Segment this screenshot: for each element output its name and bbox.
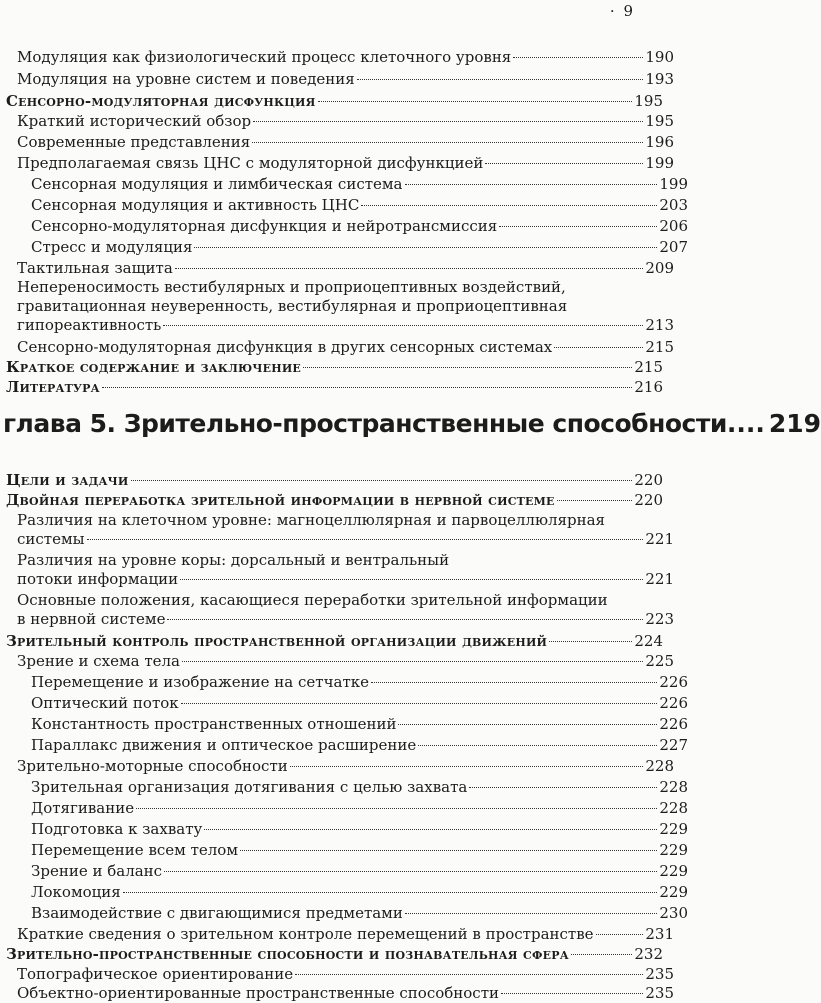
toc-entry-row xyxy=(31,175,688,194)
dot-leader xyxy=(204,829,657,830)
toc-entry-row xyxy=(17,316,674,335)
toc-entry-title: Подготовка к захвату xyxy=(31,820,203,838)
toc-entry-page: 225 xyxy=(645,652,674,670)
toc-entry-page: 199 xyxy=(659,175,688,193)
toc-entry xyxy=(0,925,674,944)
dot-leader xyxy=(303,367,632,368)
toc-entry-title: Топографическое ориентирование xyxy=(17,965,294,983)
toc-section xyxy=(0,471,663,490)
toc-entry-row xyxy=(6,378,663,397)
toc-entry xyxy=(0,736,688,755)
toc-entry xyxy=(0,591,674,629)
toc-entry-page: 228 xyxy=(645,757,674,775)
toc-entry-title: Литература xyxy=(6,378,100,396)
dot-leader xyxy=(180,579,643,580)
toc-entry-page: 230 xyxy=(659,904,688,922)
toc-entry-row xyxy=(6,358,663,377)
toc-entry-row xyxy=(17,338,674,357)
toc-entry-page: 216 xyxy=(634,378,663,396)
chapter-heading xyxy=(3,408,821,440)
toc-entry-page: 224 xyxy=(634,632,663,650)
toc-entry-title: Зрительно-моторные способности xyxy=(17,757,288,775)
toc-entry-row xyxy=(31,217,688,236)
toc-section xyxy=(0,632,663,651)
toc-entry-page: 215 xyxy=(645,338,674,356)
toc-entry-page: 195 xyxy=(645,112,674,130)
chapter-dots: .... xyxy=(726,409,765,438)
toc-entry-page: 227 xyxy=(659,736,688,754)
toc-entry-title: Модуляция на уровне систем и поведения xyxy=(17,70,355,88)
dot-leader xyxy=(501,993,643,994)
toc-entry-page: 221 xyxy=(645,530,674,548)
toc-entry xyxy=(0,799,688,818)
toc-entry-page: 228 xyxy=(659,778,688,796)
dot-leader xyxy=(485,163,643,164)
toc-entry-row xyxy=(31,799,688,818)
toc-entry-title: Перемещение и изображение на сетчатке xyxy=(31,673,370,691)
toc-section xyxy=(0,92,663,111)
toc-entry-text-line: Непереносимость вестибулярных и проприоцептивных воздействий, xyxy=(17,278,566,296)
toc-entry-text-line: гравитационная неуверенность, вестибулярная и проприоцептивная xyxy=(17,297,568,315)
dot-leader xyxy=(123,892,658,893)
toc-entry-row xyxy=(31,883,688,902)
toc-entry-title: Двойная переработка зрительной информации в нервной системе xyxy=(6,491,555,509)
toc-entry xyxy=(0,715,688,734)
toc-entry-title: Сенсорно-модуляторная дисфункция в других сенсорных системах xyxy=(17,338,553,356)
toc-entry-title: Локомоция xyxy=(31,883,121,901)
toc-entry-row xyxy=(31,841,688,860)
dot-leader xyxy=(175,268,644,269)
dot-leader xyxy=(557,500,633,501)
toc-entry-title: Оптический поток xyxy=(31,694,179,712)
dot-leader xyxy=(549,641,632,642)
dot-leader xyxy=(357,79,644,80)
toc-entry xyxy=(0,862,688,881)
dot-leader xyxy=(361,205,657,206)
toc-entry-page: 229 xyxy=(659,820,688,838)
dot-leader xyxy=(194,247,657,248)
toc-entry-title: Стресс и модуляция xyxy=(31,238,193,256)
toc-entry xyxy=(0,904,688,923)
toc-entry xyxy=(0,259,674,278)
toc-entry xyxy=(0,196,688,215)
dot-leader xyxy=(554,347,643,348)
toc-entry-title: Взаимодействие с двигающимися предметами xyxy=(31,904,403,922)
toc-entry-page: 226 xyxy=(659,694,688,712)
toc-entry-row xyxy=(17,530,674,549)
toc-entry-row xyxy=(17,610,674,629)
dot-leader xyxy=(371,682,657,683)
toc-entry-row xyxy=(17,133,674,152)
dot-leader xyxy=(290,766,644,767)
toc-entry-row xyxy=(31,694,688,713)
page-number: · 9 xyxy=(609,2,635,20)
dot-leader xyxy=(469,787,657,788)
toc-entry-row xyxy=(31,673,688,692)
dot-leader xyxy=(164,871,657,872)
dot-leader xyxy=(513,57,643,58)
toc-entry-page: 229 xyxy=(659,883,688,901)
toc-entry-title: Константность пространственных отношений xyxy=(31,715,397,733)
toc-section xyxy=(0,378,663,397)
toc-entry xyxy=(0,70,674,89)
toc-entry xyxy=(0,757,674,776)
toc-entry xyxy=(0,841,688,860)
dot-leader xyxy=(405,913,658,914)
toc-entry-row xyxy=(31,904,688,923)
dot-leader xyxy=(499,226,657,227)
toc-entry-title: Параллакс движения и оптическое расширение xyxy=(31,736,417,754)
toc-entry-title: Краткий исторический обзор xyxy=(17,112,252,130)
toc-entry-row xyxy=(17,70,674,89)
toc-entry-row xyxy=(17,154,674,173)
dot-leader xyxy=(295,974,643,975)
toc-entry xyxy=(0,48,674,67)
toc-entry-row xyxy=(31,238,688,257)
toc-entry-page: 199 xyxy=(645,154,674,172)
toc-entry-row xyxy=(17,112,674,131)
toc-entry-row xyxy=(31,820,688,839)
toc-entry xyxy=(0,217,688,236)
toc-entry-page: 228 xyxy=(659,799,688,817)
toc-entry-page: 232 xyxy=(634,945,663,963)
toc-entry xyxy=(0,278,674,335)
toc-entry-row xyxy=(17,570,674,589)
toc-entry-title: Зрение и схема тела xyxy=(17,652,180,670)
toc-section xyxy=(0,945,663,964)
toc-entry xyxy=(0,511,674,549)
toc-entry-text-line: Основные положения, касающиеся переработки зрительной информации xyxy=(17,591,608,609)
toc-entry-title: Объектно-ориентированные пространственные способности xyxy=(17,984,500,1002)
toc-entry-page: 206 xyxy=(659,217,688,235)
toc-entry-page: 226 xyxy=(659,715,688,733)
dot-leader xyxy=(136,808,657,809)
dot-leader xyxy=(571,954,632,955)
toc-entry-row xyxy=(31,715,688,734)
toc-entry-page: 195 xyxy=(634,92,663,110)
dot-leader xyxy=(253,121,643,122)
toc-entry xyxy=(0,238,688,257)
toc-entry-title: Модуляция как физиологический процесс клеточного уровня xyxy=(17,48,512,66)
dot-leader xyxy=(596,934,644,935)
toc-entry xyxy=(0,175,688,194)
toc-entry-title: Дотягивание xyxy=(31,799,135,817)
dot-leader xyxy=(167,619,643,620)
toc-entry-row xyxy=(31,778,688,797)
toc-entry-row xyxy=(17,259,674,278)
toc-entry xyxy=(0,338,674,357)
toc-entry xyxy=(0,820,688,839)
toc-entry-title: Сенсорная модуляция и лимбическая система xyxy=(31,175,403,193)
dot-leader xyxy=(405,184,658,185)
toc-entry-page: 207 xyxy=(659,238,688,256)
dot-leader xyxy=(131,480,633,481)
toc-entry-row xyxy=(6,471,663,490)
toc-entry-title: Тактильная защита xyxy=(17,259,173,277)
toc-entry-page: 196 xyxy=(645,133,674,151)
toc-entry xyxy=(0,112,674,131)
toc-entry-row xyxy=(6,92,663,111)
dot-leader xyxy=(240,850,657,851)
toc-entry-title: гипореактивность xyxy=(17,316,162,334)
toc-entry-page: 215 xyxy=(634,358,663,376)
toc-entry-page: 203 xyxy=(659,196,688,214)
toc-entry xyxy=(0,133,674,152)
toc-entry-row xyxy=(17,48,674,67)
chapter-page: 219 xyxy=(768,409,821,438)
toc-entry-title: Современные представления xyxy=(17,133,251,151)
toc-entry-title: Сенсорная модуляция и активность ЦНС xyxy=(31,196,360,214)
toc-entry-row xyxy=(6,632,663,651)
toc-entry xyxy=(0,984,674,1003)
toc-section xyxy=(0,358,663,377)
toc-entry-page: 213 xyxy=(645,316,674,334)
toc-entry xyxy=(0,154,674,173)
toc-entry-title: Цели и задачи xyxy=(6,471,129,489)
toc-entry xyxy=(0,551,674,589)
toc-entry xyxy=(0,778,688,797)
toc-entry-page: 226 xyxy=(659,673,688,691)
dot-leader xyxy=(318,101,633,102)
toc-entry-row xyxy=(17,984,674,1003)
toc-entry-row xyxy=(31,736,688,755)
toc-section xyxy=(0,491,663,510)
toc-entry xyxy=(0,965,674,984)
dot-leader xyxy=(252,142,643,143)
toc-entry-title: Краткое содержание и заключение xyxy=(6,358,302,376)
toc-entry-page: 229 xyxy=(659,841,688,859)
toc-entry xyxy=(0,883,688,902)
toc-entry-page: 209 xyxy=(645,259,674,277)
toc-entry-text-line: Различия на клеточном уровне: магноцеллюлярная и парвоцеллюлярная xyxy=(17,511,606,529)
toc-entry-page: 235 xyxy=(645,965,674,983)
dot-leader xyxy=(398,724,657,725)
toc-entry-row xyxy=(6,945,663,964)
dot-leader xyxy=(181,703,658,704)
dot-leader xyxy=(87,539,644,540)
toc-entry-row xyxy=(31,862,688,881)
toc-entry xyxy=(0,652,674,671)
dot-leader xyxy=(102,387,633,388)
toc-entry-page: 190 xyxy=(645,48,674,66)
toc-entry-title: Сенсорно-модуляторная дисфункция xyxy=(6,92,316,110)
toc-entry-title: Сенсорно-модуляторная дисфункция и нейротрансмиссия xyxy=(31,217,498,235)
toc-entry-row xyxy=(6,491,663,510)
toc-entry-title: потоки информации xyxy=(17,570,179,588)
toc-entry-page: 221 xyxy=(645,570,674,588)
toc-entry-page: 223 xyxy=(645,610,674,628)
toc-entry-page: 220 xyxy=(634,491,663,509)
toc-entry-row xyxy=(31,196,688,215)
toc-entry-row xyxy=(17,965,674,984)
toc-entry-page: 231 xyxy=(645,925,674,943)
dot-leader xyxy=(418,745,657,746)
toc-entry-title: Краткие сведения о зрительном контроле перемещений в пространстве xyxy=(17,925,594,943)
toc-entry-row xyxy=(17,925,674,944)
toc-entry-title: Зрительная организация дотягивания с целью захвата xyxy=(31,778,468,796)
toc-entry-title: Предполагаемая связь ЦНС с модуляторной дисфункцией xyxy=(17,154,484,172)
chapter-title: глава 5. Зрительно-пространственные способности xyxy=(3,409,727,438)
toc-entry-row xyxy=(17,652,674,671)
toc-entry-title: Зрительно-пространственные способности и познавательная сфера xyxy=(6,945,569,963)
toc-entry-title: Перемещение всем телом xyxy=(31,841,239,859)
toc-entry xyxy=(0,694,688,713)
toc-entry-title: Зрение и баланс xyxy=(31,862,163,880)
toc-entry-title: Зрительный контроль пространственной организации движений xyxy=(6,632,548,650)
toc-entry-page: 193 xyxy=(645,70,674,88)
dot-leader xyxy=(182,661,643,662)
toc-entry-title: системы xyxy=(17,530,85,548)
toc-entry-text-line: Различия на уровне коры: дорсальный и вентральный xyxy=(17,551,450,569)
toc-entry-title: в нервной системе xyxy=(17,610,166,628)
toc-entry-page: 220 xyxy=(634,471,663,489)
toc-entry-page: 235 xyxy=(645,984,674,1002)
toc-entry-page: 229 xyxy=(659,862,688,880)
toc-entry xyxy=(0,673,688,692)
dot-leader xyxy=(163,325,643,326)
toc-entry-row xyxy=(17,757,674,776)
